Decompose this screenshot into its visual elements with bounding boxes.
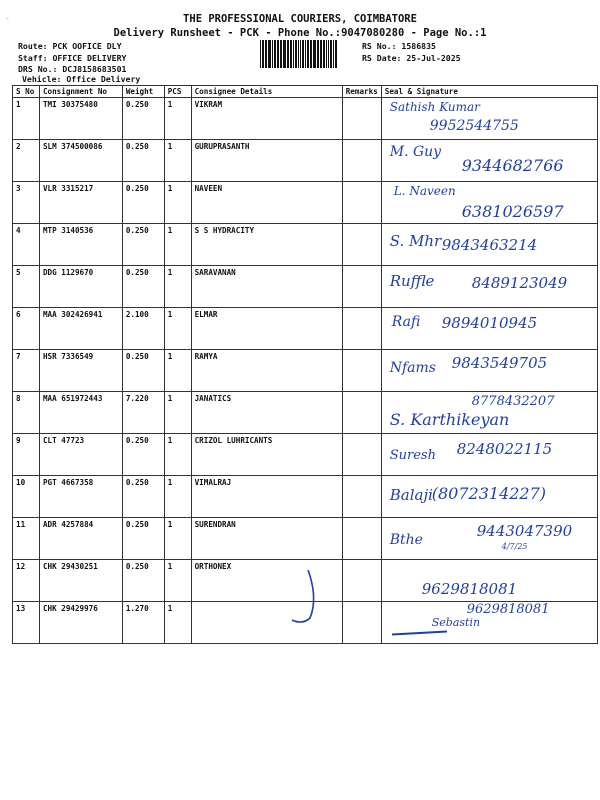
cell-remarks bbox=[342, 392, 381, 434]
cell-signature bbox=[381, 518, 597, 560]
cell-weight: 0.250 bbox=[122, 560, 164, 602]
cell-consignment: SLM 374500086 bbox=[39, 140, 122, 182]
cell-pcs: 1 bbox=[164, 308, 191, 350]
cell-weight: 2.100 bbox=[122, 308, 164, 350]
cell-sno: 9 bbox=[13, 434, 40, 476]
signature-phone: 8489123049 bbox=[471, 274, 568, 292]
cell-remarks bbox=[342, 434, 381, 476]
col-sno-header: S No bbox=[13, 86, 40, 98]
cell-consignment: HSR 7336549 bbox=[39, 350, 122, 392]
cell-consignee: VIKRAM bbox=[191, 98, 342, 140]
cell-pcs: 1 bbox=[164, 350, 191, 392]
cell-signature bbox=[381, 98, 597, 140]
cell-sno: 5 bbox=[13, 266, 40, 308]
cell-signature bbox=[381, 182, 597, 224]
signature-name: S. Mhr bbox=[389, 232, 442, 250]
cell-consignment: TMI 30375480 bbox=[39, 98, 122, 140]
cell-signature bbox=[381, 476, 597, 518]
cell-pcs: 1 bbox=[164, 518, 191, 560]
signature-phone: 9843549705 bbox=[451, 354, 548, 372]
cell-sno: 13 bbox=[13, 602, 40, 644]
cell-consignment: MAA 651972443 bbox=[39, 392, 122, 434]
cell-consignment: DDG 1129670 bbox=[39, 266, 122, 308]
cell-remarks bbox=[342, 266, 381, 308]
cell-signature bbox=[381, 392, 597, 434]
cell-signature bbox=[381, 224, 597, 266]
cell-remarks bbox=[342, 98, 381, 140]
signature-phone: 9629818081 bbox=[466, 602, 550, 617]
cell-signature bbox=[381, 266, 597, 308]
cell-consignee: VIMALRAJ bbox=[191, 476, 342, 518]
col-consignment-header: Consignment No bbox=[39, 86, 122, 98]
cell-consignment: CHK 29429976 bbox=[39, 602, 122, 644]
corner-dash-mark: - bbox=[5, 14, 10, 23]
signature-phone: 9629818081 bbox=[421, 580, 518, 598]
signature-phone: 9952544755 bbox=[429, 118, 519, 134]
signature-name: L. Naveen bbox=[393, 184, 456, 198]
signature-phone: 6381026597 bbox=[461, 202, 564, 221]
cell-pcs: 1 bbox=[164, 602, 191, 644]
cell-remarks bbox=[342, 140, 381, 182]
barcode-image bbox=[260, 40, 338, 68]
cell-pcs: 1 bbox=[164, 140, 191, 182]
cell-consignee: SARAVANAN bbox=[191, 266, 342, 308]
cell-consignment: MAA 302426941 bbox=[39, 308, 122, 350]
table-row bbox=[13, 434, 598, 476]
cell-weight: 0.250 bbox=[122, 476, 164, 518]
table-row bbox=[13, 224, 598, 266]
table-row bbox=[13, 98, 598, 140]
cell-pcs: 1 bbox=[164, 434, 191, 476]
signature-phone: 9443047390 bbox=[476, 522, 573, 540]
company-title: THE PROFESSIONAL COURIERS, COIMBATORE bbox=[183, 13, 417, 25]
cell-consignee: NAVEEN bbox=[191, 182, 342, 224]
cell-weight: 0.250 bbox=[122, 350, 164, 392]
cell-signature bbox=[381, 140, 597, 182]
signature-name: Rafi bbox=[391, 314, 421, 330]
signature-underline bbox=[392, 631, 447, 636]
cell-consignee: RAMYA bbox=[191, 350, 342, 392]
cell-consignment: CHK 29430251 bbox=[39, 560, 122, 602]
cell-remarks bbox=[342, 476, 381, 518]
signature-name: Balaji bbox=[389, 486, 433, 504]
table-row bbox=[13, 350, 598, 392]
cell-consignee: JANATICS bbox=[191, 392, 342, 434]
signature-phone: 9894010945 bbox=[441, 314, 538, 332]
cell-sno: 7 bbox=[13, 350, 40, 392]
cell-pcs: 1 bbox=[164, 98, 191, 140]
cell-weight: 0.250 bbox=[122, 434, 164, 476]
signature-name: Suresh bbox=[389, 448, 436, 463]
table-row bbox=[13, 140, 598, 182]
cell-weight: 0.250 bbox=[122, 98, 164, 140]
cell-consignee: CRIZOL LUHRICANTS bbox=[191, 434, 342, 476]
cell-pcs: 1 bbox=[164, 224, 191, 266]
cell-pcs: 1 bbox=[164, 560, 191, 602]
col-consignee-header: Consignee Details bbox=[191, 86, 342, 98]
col-remarks-header: Remarks bbox=[342, 86, 381, 98]
signature-phone: 9843463214 bbox=[441, 236, 538, 254]
cell-signature bbox=[381, 350, 597, 392]
cell-sno: 12 bbox=[13, 560, 40, 602]
cell-pcs: 1 bbox=[164, 392, 191, 434]
cell-remarks bbox=[342, 560, 381, 602]
table-header-row bbox=[13, 86, 598, 98]
cell-consignment: MTP 3140536 bbox=[39, 224, 122, 266]
handwritten-bracket bbox=[290, 566, 330, 626]
cell-consignee: S S HYDRACITY bbox=[191, 224, 342, 266]
cell-consignment: PGT 4667358 bbox=[39, 476, 122, 518]
cell-remarks bbox=[342, 518, 381, 560]
cell-weight: 1.270 bbox=[122, 602, 164, 644]
cell-weight: 0.250 bbox=[122, 518, 164, 560]
cell-weight: 0.250 bbox=[122, 182, 164, 224]
signature-name: Nfams bbox=[389, 360, 436, 376]
cell-remarks bbox=[342, 182, 381, 224]
cell-remarks bbox=[342, 602, 381, 644]
col-pcs-header: PCS bbox=[164, 86, 191, 98]
table-row bbox=[13, 518, 598, 560]
handwritten-date: 4/7/25 bbox=[501, 542, 528, 551]
cell-sno: 10 bbox=[13, 476, 40, 518]
cell-sno: 6 bbox=[13, 308, 40, 350]
cell-consignment: VLR 3315217 bbox=[39, 182, 122, 224]
signature-name: Ruffle bbox=[389, 272, 435, 290]
signature-name: M. Guy bbox=[389, 144, 442, 160]
table-row bbox=[13, 392, 598, 434]
vehicle-label: Vehicle: Office Delivery bbox=[22, 74, 141, 84]
cell-weight: 0.250 bbox=[122, 266, 164, 308]
cell-signature bbox=[381, 602, 597, 644]
cell-consignment: ADR 4257884 bbox=[39, 518, 122, 560]
drs-number: DRS No.: DCJ8158683501 bbox=[18, 64, 127, 74]
signature-phone: 8778432207 bbox=[471, 394, 555, 409]
table-row bbox=[13, 182, 598, 224]
cell-pcs: 1 bbox=[164, 266, 191, 308]
signature-phone: 8248022115 bbox=[456, 440, 553, 458]
signature-name: Bthe bbox=[389, 532, 423, 548]
signature-name: Sathish Kumar bbox=[389, 100, 480, 114]
cell-pcs: 1 bbox=[164, 476, 191, 518]
cell-pcs: 1 bbox=[164, 182, 191, 224]
cell-sno: 3 bbox=[13, 182, 40, 224]
cell-consignee: ELMAR bbox=[191, 308, 342, 350]
table-row bbox=[13, 308, 598, 350]
cell-sno: 4 bbox=[13, 224, 40, 266]
cell-consignee: GURUPRASANTH bbox=[191, 140, 342, 182]
cell-signature bbox=[381, 308, 597, 350]
cell-weight: 0.250 bbox=[122, 140, 164, 182]
cell-signature bbox=[381, 560, 597, 602]
table-row bbox=[13, 266, 598, 308]
cell-weight: 7.220 bbox=[122, 392, 164, 434]
cell-consignment: CLT 47723 bbox=[39, 434, 122, 476]
route-label: Route: PCK OOFICE DLY bbox=[18, 41, 122, 51]
runsheet-table bbox=[12, 85, 598, 644]
rs-date: RS Date: 25-Jul-2025 bbox=[362, 53, 461, 63]
table-row bbox=[13, 476, 598, 518]
cell-sno: 11 bbox=[13, 518, 40, 560]
cell-weight: 0.250 bbox=[122, 224, 164, 266]
rs-number: RS No.: 1586835 bbox=[362, 41, 436, 51]
col-weight-header: Weight bbox=[122, 86, 164, 98]
signature-phone: (8072314227) bbox=[431, 484, 547, 503]
col-signature-header: Seal & Signature bbox=[381, 86, 597, 98]
cell-sno: 2 bbox=[13, 140, 40, 182]
cell-remarks bbox=[342, 308, 381, 350]
cell-consignee: ORTHONEX bbox=[191, 560, 342, 602]
cell-remarks bbox=[342, 350, 381, 392]
staff-label: Staff: OFFICE DELIVERY bbox=[18, 53, 127, 63]
signature-name: S. Karthikeyan bbox=[389, 410, 510, 429]
signature-phone: 9344682766 bbox=[461, 156, 564, 175]
cell-sno: 8 bbox=[13, 392, 40, 434]
signature-name: Sebastin bbox=[431, 616, 481, 629]
cell-consignee: SURENDRAN bbox=[191, 518, 342, 560]
runsheet-subtitle: Delivery Runsheet - PCK - Phone No.:9047080280 - Page No.:1 bbox=[113, 27, 487, 39]
cell-signature bbox=[381, 434, 597, 476]
cell-remarks bbox=[342, 224, 381, 266]
cell-sno: 1 bbox=[13, 98, 40, 140]
